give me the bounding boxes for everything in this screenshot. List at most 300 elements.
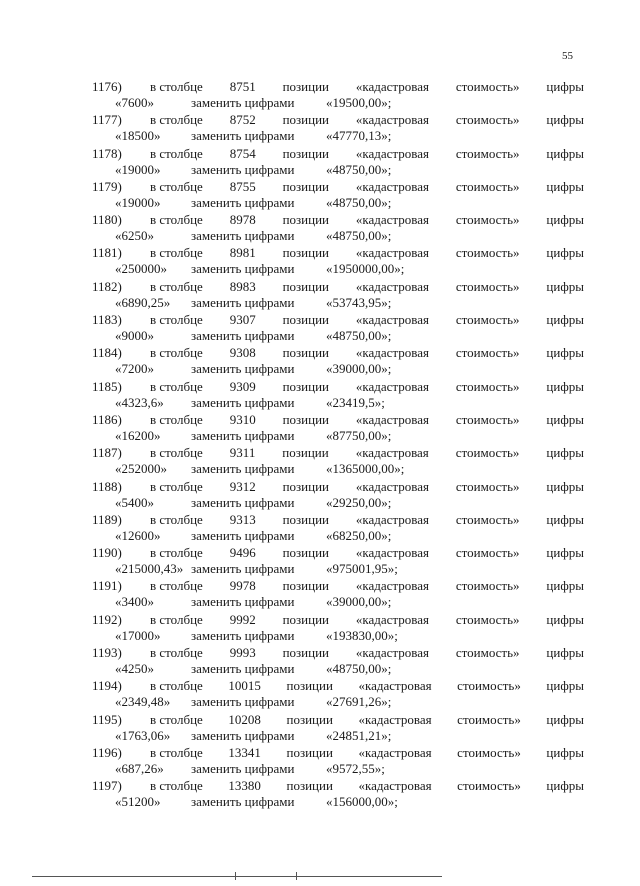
phrase-value: стоимость» (455, 445, 520, 461)
phrase-digits: цифры (546, 378, 584, 394)
old-value: «215000,43» (115, 561, 184, 577)
entry-replacement (115, 427, 549, 444)
new-value: «53743,95»; (326, 294, 392, 310)
phrase-cadastral: «кадастровая (358, 778, 432, 794)
phrase-digits: цифры (546, 678, 584, 694)
phrase-replace: заменить цифрами (191, 427, 295, 443)
bottom-rule (32, 876, 442, 877)
entry-line-2 (0, 227, 640, 244)
old-value: «9000» (115, 328, 154, 344)
phrase-position: позиции (282, 378, 329, 394)
entry-replacement (115, 327, 549, 344)
entry-number: 1190) (92, 545, 122, 561)
entry-line-2 (0, 327, 640, 344)
entry-number: 1179) (92, 178, 122, 194)
phrase-replace: заменить цифрами (191, 760, 295, 776)
phrase-position: позиции (282, 345, 329, 361)
entry-clause (150, 544, 584, 561)
list-item (0, 311, 640, 344)
entry-replacement (115, 760, 549, 777)
entry-clause (150, 744, 584, 761)
phrase-in-column: в столбце (150, 778, 203, 794)
old-value: «6250» (115, 228, 154, 244)
phrase-in-column: в столбце (150, 112, 203, 128)
phrase-value: стоимость» (455, 145, 520, 161)
rule-tick (296, 872, 297, 880)
entry-clause (150, 145, 584, 162)
entry-clause (150, 677, 584, 694)
entry-replacement (115, 394, 549, 411)
column-number: 10015 (228, 678, 261, 694)
entry-replacement (115, 627, 549, 644)
entry-line-2 (0, 527, 640, 544)
old-value: «12600» (115, 527, 161, 543)
entry-number: 1189) (92, 511, 122, 527)
column-number: 9496 (229, 545, 256, 561)
entry-line-1 (0, 577, 640, 594)
entry-line-2 (0, 494, 640, 511)
phrase-in-column: в столбце (150, 145, 203, 161)
new-value: «39000,00»; (326, 594, 392, 610)
entry-line-2 (0, 460, 640, 477)
phrase-cadastral: «кадастровая (355, 645, 429, 661)
phrase-cadastral: «кадастровая (358, 711, 432, 727)
entry-line-2 (0, 793, 640, 810)
entry-replacement (115, 527, 549, 544)
old-value: «252000» (115, 461, 167, 477)
entry-number: 1197) (92, 778, 122, 794)
phrase-replace: заменить цифрами (191, 794, 295, 810)
entry-replacement (115, 94, 549, 111)
phrase-cadastral: «кадастровая (355, 511, 429, 527)
phrase-cadastral: «кадастровая (355, 212, 429, 228)
phrase-cadastral: «кадастровая (355, 611, 429, 627)
phrase-replace: заменить цифрами (191, 95, 295, 110)
old-value: «16200» (115, 427, 161, 443)
new-value: «48750,00»; (326, 661, 392, 677)
new-value: «156000,00»; (326, 794, 398, 810)
entry-clause (150, 311, 584, 328)
phrase-position: позиции (282, 545, 329, 561)
new-value: «48750,00»; (326, 161, 392, 177)
entry-clause (150, 411, 584, 428)
phrase-replace: заменить цифрами (191, 394, 295, 410)
entry-clause (150, 78, 584, 95)
list-item (0, 744, 640, 777)
new-value: «19500,00»; (326, 95, 392, 110)
entry-line-1 (0, 311, 640, 328)
phrase-value: стоимость» (455, 178, 520, 194)
new-value: «48750,00»; (326, 194, 392, 210)
entry-number: 1196) (92, 744, 122, 760)
entry-line-2 (0, 161, 640, 178)
phrase-position: позиции (282, 478, 329, 494)
new-value: «1950000,00»; (326, 261, 405, 277)
entry-clause (150, 444, 584, 461)
old-value: «5400» (115, 494, 154, 510)
phrase-digits: цифры (546, 778, 584, 794)
phrase-digits: цифры (546, 545, 584, 561)
entry-line-1 (0, 111, 640, 128)
phrase-value: стоимость» (455, 645, 520, 661)
phrase-in-column: в столбце (150, 411, 203, 427)
amendment-list (0, 78, 640, 811)
column-number: 8752 (229, 112, 256, 128)
list-item (0, 511, 640, 544)
column-number: 9308 (229, 345, 256, 361)
new-value: «1365000,00»; (326, 461, 405, 477)
new-value: «193830,00»; (326, 627, 398, 643)
entry-line-1 (0, 78, 640, 95)
entry-clause (150, 644, 584, 661)
phrase-position: позиции (282, 511, 329, 527)
phrase-cadastral: «кадастровая (355, 478, 429, 494)
entry-line-2 (0, 294, 640, 311)
phrase-in-column: в столбце (150, 278, 203, 294)
phrase-cadastral: «кадастровая (355, 345, 429, 361)
old-value: «19000» (115, 194, 161, 210)
entry-line-1 (0, 611, 640, 628)
entry-line-1 (0, 677, 640, 694)
entry-number: 1178) (92, 145, 122, 161)
phrase-digits: цифры (546, 411, 584, 427)
phrase-in-column: в столбце (150, 212, 203, 228)
entry-number: 1193) (92, 645, 122, 661)
list-item (0, 478, 640, 511)
phrase-cadastral: «кадастровая (355, 79, 429, 94)
phrase-digits: цифры (546, 79, 584, 94)
phrase-in-column: в столбце (150, 744, 203, 760)
list-item (0, 544, 640, 577)
phrase-digits: цифры (546, 245, 584, 261)
phrase-value: стоимость» (455, 545, 520, 561)
entry-line-1 (0, 478, 640, 495)
list-item (0, 711, 640, 744)
phrase-position: позиции (282, 611, 329, 627)
list-item (0, 211, 640, 244)
entry-line-1 (0, 777, 640, 794)
phrase-value: стоимость» (455, 212, 520, 228)
entry-number: 1194) (92, 678, 122, 694)
list-item (0, 145, 640, 178)
phrase-digits: цифры (546, 145, 584, 161)
phrase-in-column: в столбце (150, 245, 203, 261)
phrase-in-column: в столбце (150, 79, 203, 94)
phrase-replace: заменить цифрами (191, 694, 295, 710)
new-value: «23419,5»; (326, 394, 385, 410)
list-item (0, 411, 640, 444)
list-item (0, 78, 640, 111)
entry-line-1 (0, 244, 640, 261)
phrase-digits: цифры (546, 345, 584, 361)
phrase-replace: заменить цифрами (191, 294, 295, 310)
column-number: 8978 (229, 212, 256, 228)
phrase-replace: заменить цифрами (191, 661, 295, 677)
entry-replacement (115, 793, 549, 810)
new-value: «29250,00»; (326, 494, 392, 510)
old-value: «1763,06» (115, 727, 171, 743)
entry-number: 1181) (92, 245, 122, 261)
list-item (0, 244, 640, 277)
phrase-cadastral: «кадастровая (355, 245, 429, 261)
phrase-position: позиции (282, 645, 329, 661)
column-number: 8754 (229, 145, 256, 161)
phrase-replace: заменить цифрами (191, 261, 295, 277)
entry-clause (150, 511, 584, 528)
column-number: 13380 (228, 778, 261, 794)
old-value: «17000» (115, 627, 161, 643)
phrase-replace: заменить цифрами (191, 228, 295, 244)
entry-line-2 (0, 260, 640, 277)
entry-line-2 (0, 127, 640, 144)
phrase-cadastral: «кадастровая (355, 145, 429, 161)
new-value: «27691,26»; (326, 694, 392, 710)
phrase-replace: заменить цифрами (191, 527, 295, 543)
entry-number: 1176) (92, 79, 122, 94)
phrase-cadastral: «кадастровая (355, 112, 429, 128)
phrase-in-column: в столбце (150, 645, 203, 661)
entry-number: 1185) (92, 378, 122, 394)
entry-number: 1186) (92, 411, 122, 427)
entry-line-2 (0, 760, 640, 777)
entry-line-2 (0, 693, 640, 710)
entry-line-2 (0, 560, 640, 577)
column-number: 8755 (229, 178, 256, 194)
entry-line-1 (0, 411, 640, 428)
rule-tick (235, 872, 236, 880)
entry-line-1 (0, 744, 640, 761)
entry-replacement (115, 660, 549, 677)
phrase-digits: цифры (546, 445, 584, 461)
column-number: 8751 (229, 79, 256, 94)
phrase-in-column: в столбце (150, 678, 203, 694)
column-number: 9309 (229, 378, 256, 394)
phrase-value: стоимость» (457, 711, 521, 727)
entry-line-2 (0, 593, 640, 610)
entry-clause (150, 178, 584, 195)
new-value: «48750,00»; (326, 328, 392, 344)
column-number: 9307 (229, 312, 256, 328)
phrase-position: позиции (282, 278, 329, 294)
column-number: 9978 (229, 578, 256, 594)
phrase-position: позиции (282, 79, 329, 94)
entry-line-1 (0, 711, 640, 728)
entry-line-1 (0, 211, 640, 228)
new-value: «87750,00»; (326, 427, 392, 443)
entry-clause (150, 378, 584, 395)
entry-line-2 (0, 727, 640, 744)
phrase-cadastral: «кадастровая (355, 411, 429, 427)
entry-replacement (115, 460, 549, 477)
phrase-replace: заменить цифрами (191, 128, 295, 144)
page-number: 55 (562, 50, 573, 62)
phrase-cadastral: «кадастровая (355, 545, 429, 561)
new-value: «48750,00»; (326, 228, 392, 244)
phrase-position: позиции (282, 212, 329, 228)
entry-replacement (115, 494, 549, 511)
phrase-value: стоимость» (457, 678, 521, 694)
phrase-position: позиции (282, 112, 329, 128)
phrase-replace: заменить цифрами (191, 561, 295, 577)
entry-replacement (115, 693, 549, 710)
phrase-replace: заменить цифрами (191, 161, 295, 177)
entry-replacement (115, 260, 549, 277)
phrase-replace: заменить цифрами (191, 361, 295, 377)
phrase-value: стоимость» (455, 79, 520, 94)
phrase-cadastral: «кадастровая (355, 445, 429, 461)
phrase-digits: цифры (546, 212, 584, 228)
old-value: «3400» (115, 594, 154, 610)
column-number: 9312 (229, 478, 256, 494)
phrase-cadastral: «кадастровая (355, 278, 429, 294)
phrase-in-column: в столбце (150, 578, 203, 594)
entry-clause (150, 478, 584, 495)
phrase-value: стоимость» (455, 611, 520, 627)
list-item (0, 344, 640, 377)
entry-line-1 (0, 378, 640, 395)
column-number: 9313 (229, 511, 256, 527)
phrase-digits: цифры (546, 578, 584, 594)
column-number: 8983 (229, 278, 256, 294)
entry-clause (150, 211, 584, 228)
entry-number: 1192) (92, 611, 122, 627)
phrase-digits: цифры (546, 178, 584, 194)
phrase-in-column: в столбце (150, 545, 203, 561)
phrase-in-column: в столбце (150, 345, 203, 361)
phrase-digits: цифры (546, 478, 584, 494)
entry-clause (150, 278, 584, 295)
phrase-cadastral: «кадастровая (355, 178, 429, 194)
new-value: «39000,00»; (326, 361, 392, 377)
phrase-value: стоимость» (455, 112, 520, 128)
phrase-position: позиции (282, 178, 329, 194)
list-item (0, 577, 640, 610)
phrase-in-column: в столбце (150, 478, 203, 494)
new-value: «24851,21»; (326, 727, 392, 743)
phrase-value: стоимость» (455, 411, 520, 427)
old-value: «687,26» (115, 760, 164, 776)
phrase-value: стоимость» (455, 578, 520, 594)
entry-line-1 (0, 544, 640, 561)
entry-line-1 (0, 278, 640, 295)
phrase-position: позиции (282, 578, 329, 594)
phrase-replace: заменить цифрами (191, 727, 295, 743)
phrase-in-column: в столбце (150, 312, 203, 328)
column-number: 9992 (229, 611, 256, 627)
entry-replacement (115, 560, 549, 577)
phrase-replace: заменить цифрами (191, 328, 295, 344)
entry-clause (150, 344, 584, 361)
old-value: «2349,48» (115, 694, 171, 710)
list-item (0, 278, 640, 311)
phrase-value: стоимость» (455, 378, 520, 394)
entry-number: 1183) (92, 312, 122, 328)
phrase-in-column: в столбце (150, 511, 203, 527)
phrase-in-column: в столбце (150, 611, 203, 627)
old-value: «4250» (115, 661, 154, 677)
column-number: 10208 (228, 711, 261, 727)
phrase-replace: заменить цифрами (191, 627, 295, 643)
phrase-in-column: в столбце (150, 711, 203, 727)
phrase-cadastral: «кадастровая (355, 578, 429, 594)
phrase-position: позиции (282, 445, 329, 461)
entry-replacement (115, 727, 549, 744)
entry-line-2 (0, 360, 640, 377)
entry-line-2 (0, 94, 640, 111)
phrase-digits: цифры (546, 278, 584, 294)
phrase-in-column: в столбце (150, 178, 203, 194)
entry-number: 1187) (92, 445, 122, 461)
phrase-value: стоимость» (455, 312, 520, 328)
list-item (0, 111, 640, 144)
old-value: «250000» (115, 261, 167, 277)
entry-clause (150, 244, 584, 261)
entry-number: 1195) (92, 711, 122, 727)
phrase-replace: заменить цифрами (191, 594, 295, 610)
column-number: 8981 (229, 245, 256, 261)
entry-number: 1191) (92, 578, 122, 594)
old-value: «4323,6» (115, 394, 164, 410)
phrase-value: стоимость» (455, 478, 520, 494)
phrase-cadastral: «кадастровая (358, 744, 432, 760)
phrase-value: стоимость» (457, 778, 521, 794)
column-number: 9993 (229, 645, 256, 661)
entry-line-1 (0, 511, 640, 528)
old-value: «7200» (115, 361, 154, 377)
phrase-digits: цифры (546, 312, 584, 328)
list-item (0, 777, 640, 810)
entry-line-2 (0, 627, 640, 644)
entry-line-1 (0, 444, 640, 461)
new-value: «975001,95»; (326, 561, 398, 577)
phrase-digits: цифры (546, 511, 584, 527)
phrase-position: позиции (282, 245, 329, 261)
phrase-position: позиции (286, 778, 333, 794)
phrase-digits: цифры (546, 611, 584, 627)
entry-line-1 (0, 178, 640, 195)
old-value: «51200» (115, 794, 161, 810)
phrase-position: позиции (282, 312, 329, 328)
entry-replacement (115, 194, 549, 211)
phrase-position: позиции (282, 145, 329, 161)
phrase-cadastral: «кадастровая (355, 378, 429, 394)
entry-number: 1184) (92, 345, 122, 361)
phrase-replace: заменить цифрами (191, 461, 295, 477)
phrase-replace: заменить цифрами (191, 194, 295, 210)
new-value: «68250,00»; (326, 527, 392, 543)
phrase-position: позиции (282, 411, 329, 427)
new-value: «9572,55»; (326, 760, 385, 776)
entry-clause (150, 777, 584, 794)
entry-replacement (115, 294, 549, 311)
entry-number: 1182) (92, 278, 122, 294)
entry-number: 1188) (92, 478, 122, 494)
new-value: «47770,13»; (326, 128, 392, 144)
phrase-digits: цифры (546, 744, 584, 760)
entry-line-1 (0, 145, 640, 162)
column-number: 9310 (229, 411, 256, 427)
entry-line-1 (0, 644, 640, 661)
entry-replacement (115, 360, 549, 377)
phrase-digits: цифры (546, 711, 584, 727)
phrase-value: стоимость» (455, 345, 520, 361)
phrase-value: стоимость» (455, 278, 520, 294)
phrase-position: позиции (286, 678, 333, 694)
old-value: «6890,25» (115, 294, 171, 310)
entry-clause (150, 611, 584, 628)
list-item (0, 611, 640, 644)
entry-line-2 (0, 427, 640, 444)
